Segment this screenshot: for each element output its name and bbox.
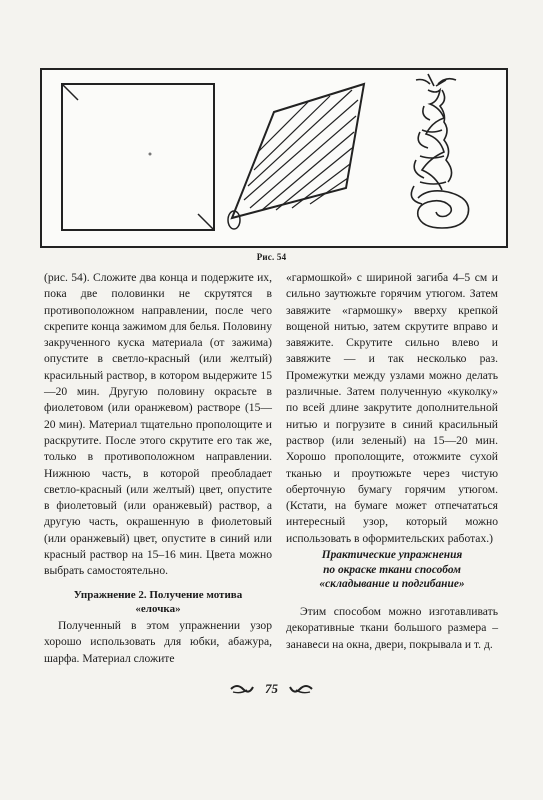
square-fold-top <box>62 84 78 100</box>
section-heading-line-1: Практические упражнения <box>321 549 463 561</box>
exercise-heading-line-2: «елочка» <box>135 603 181 615</box>
left-column <box>44 270 272 580</box>
folded-diamond-drawing <box>228 84 364 229</box>
square-fold-bottom <box>198 214 214 230</box>
right-ornament-icon <box>288 683 314 695</box>
exercise-heading-line-1: Упражнение 2. Получение мотива <box>73 589 243 601</box>
exercise-2-heading <box>44 588 272 616</box>
twisted-knot-drawing <box>411 74 468 228</box>
section-body <box>286 604 498 653</box>
exercise-paragraph: Полученный в этом упражнении узор хорошо использовать для юбки, абажура, шарфа. Материал сложите <box>44 619 272 665</box>
section-paragraph: Этим способом можно изготавливать декоративные ткани большого размера – занавеси на окна, двери, покрывала и т. д. <box>286 605 498 651</box>
square-outline <box>62 84 214 230</box>
section-heading-line-2: по окраске ткани способом <box>323 563 461 576</box>
speck <box>149 153 152 156</box>
figure-54 <box>40 68 508 248</box>
page-footer <box>0 680 543 700</box>
right-column-paragraph: «гармошкой» с шириной загиба 4–5 см и сильно заутюжьте горячим утюгом. Затем завяжите «гармошку» вверху крепкой вощеной нитью, затем скрутите вправо и завяжите. Скрутите сильно влево и завяжите — и так несколько раз. Промежутки между узлами можно делать различные. Затем полученную «куколку» по всей длине закрутите дополнительной нитью и погрузите в синий красильный раствор (или зеленый) на 15—20 мин. Хорошо прополощите, отожмите сухой тканью и проутюжьте через чистую оберточную бумагу горячим утюгом. (Кстати, на бумаге может отпечататься интересный узор, который можно использовать в оформительских работах.) <box>286 271 498 545</box>
left-column-paragraph: (рис. 54). Сложите два конца и подержите их, пока две половинки не скрутятся в противоположном направлении, после чего скрепите конца зажимом для белья. Половину закрученного куска материала (от зажима) опустите в светло-красный (или желтый) красильный раствор, в котором выдержите 15—20 мин. Другую половину окрасьте в фиолетовом (или оранжевом) растворе (15—20 мин). Материал тщательно прополощите и раскрутите. После этого скрутите его так же, только в противоположном направлении. Нижнюю часть, в которой преобладает светло-красный (или желтый) цвет, опустите в фиолетовый (или оранжевый) раствор, а другую часть, окрашенную в фиолетовый (или оранжевый) цвет, опустите в синий или красный раствор на 15–16 мин. Цвета можно выбрать самостоятельно. <box>44 271 272 578</box>
left-ornament-icon <box>229 683 255 695</box>
section-heading-line-3: «складывание и подгибание» <box>319 578 465 590</box>
page-number: 75 <box>265 681 278 697</box>
figure-illustration <box>42 70 506 246</box>
right-column <box>286 270 498 547</box>
figure-caption: Рис. 54 <box>256 252 287 262</box>
diamond-outline <box>232 84 364 218</box>
section-heading <box>286 548 498 592</box>
exercise-2-body <box>44 618 272 667</box>
folded-square-drawing <box>62 84 214 230</box>
